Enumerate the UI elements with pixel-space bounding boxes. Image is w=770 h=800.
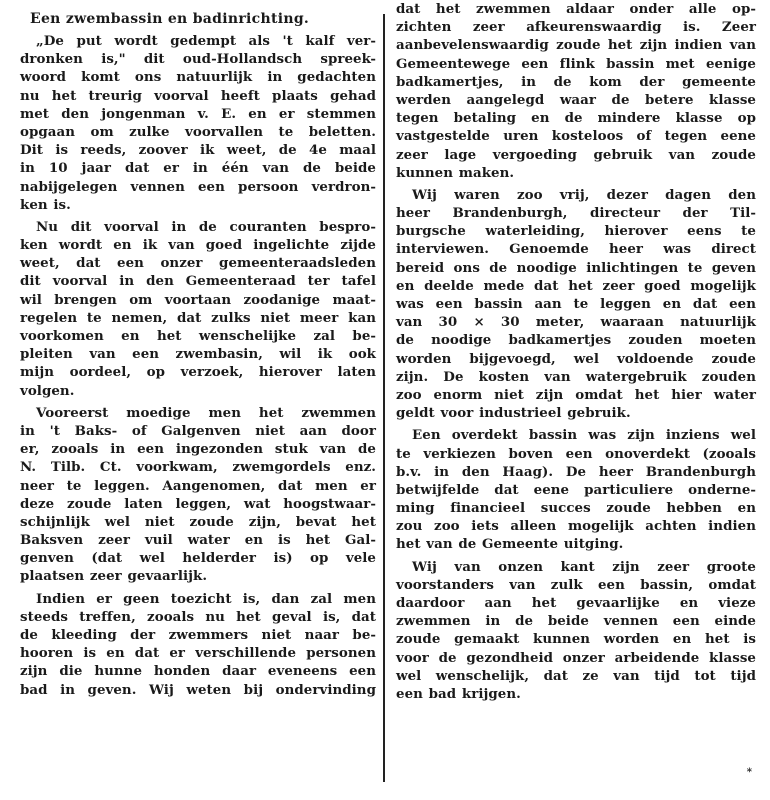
text-line: burgsche waterleiding, hierover eens te [396, 223, 756, 240]
text-line: met den jongenman v. E. en er stemmen [20, 105, 376, 122]
text-line: de noodige badkamertjes zouden moeten [396, 332, 756, 349]
text-line: was een bassin aan te leggen en dat een [396, 296, 756, 312]
end-mark: * [746, 767, 752, 778]
text-line: zwemmen in de beide vennen een einde [396, 613, 756, 630]
text-line: tegen betaling en de mindere klasse op [396, 110, 756, 127]
text-line: badkamertjes, in de kom der gemeente [396, 73, 756, 90]
text-line: Nu dit voorval in de couranten bespro- [36, 218, 376, 235]
text-line: pleiten van een zwembasin, wil ik ook [20, 346, 376, 363]
text-line: de kleeding der zwemmers niet naar be- [20, 627, 376, 643]
text-line: zeer lage vergoeding gebruik van zoude [396, 146, 756, 163]
right-column [388, 0, 770, 800]
text-line: ming financieel succes zoude hebben en [396, 500, 756, 517]
text-line: ken wordt en ik van goed ingelichte zijde [20, 237, 376, 254]
text-line: weet, dat een onzer gemeenteraadsleden [20, 255, 376, 272]
text-line: zichten zeer afkeurenswaardig is. Zeer [396, 19, 756, 36]
text-line: betwijfelde dat eene particuliere onderne- [396, 481, 756, 498]
text-line: deze zoude laten leggen, wat hoogstwaar- [20, 495, 376, 512]
text-line: schijnlijk wel niet zoude zijn, bevat het [20, 513, 376, 530]
text-line: er, zooals in een ingezonden stuk van de [20, 441, 376, 458]
text-line: zoude gemaakt kunnen worden en het is [396, 631, 756, 648]
text-line: woord komt ons natuurlijk in gedachten [20, 69, 376, 86]
text-line: zoo enorm niet zijn omdat het hier water [396, 386, 756, 403]
text-line: en deelde mede dat het zeer goed mogelijk [396, 277, 756, 294]
left-column [0, 0, 382, 800]
text-line: bereid ons de noodige inlichtingen te geven [396, 259, 756, 276]
text-line: heer Brandenburgh, directeur der Til- [396, 205, 756, 222]
text-line: volgen. [20, 382, 75, 399]
text-line: Wij waren zoo vrij, dezer dagen den [412, 186, 756, 203]
text-line: een bad krijgen. [396, 685, 521, 702]
text-line: in 10 jaar dat er in één van de beide [20, 160, 376, 177]
text-line: genven (dat wel helderder is) op vele [20, 550, 376, 567]
text-line: vastgestelde uren kosteloos of tegen eene [396, 128, 756, 145]
text-line: Dit is reeds, zoover ik weet, de 4e maal [20, 142, 376, 159]
text-line: zijn. De kosten van watergebruik zouden [396, 368, 756, 385]
text-line: van 30 × 30 meter, waaraan natuurlijk [396, 314, 756, 331]
text-line: „De put wordt gedempt als 't kalf ver- [36, 33, 376, 49]
text-line: kunnen maken. [396, 164, 515, 181]
text-line: worden bijgevoegd, wel voldoende zoude [396, 350, 756, 367]
text-line: bad in geven. Wij weten bij ondervinding [20, 681, 376, 698]
text-line: Gemeentewege een flink bassin met eenige [396, 55, 756, 72]
text-line: wel wenschelijk, dat ze van tijd tot tijd [396, 667, 756, 684]
text-line: dat het zwemmen aldaar onder alle op- [396, 1, 756, 17]
text-line: dit voorval in den Gemeenteraad ter tafel [20, 273, 376, 290]
text-line: het van de Gemeente uitging. [396, 536, 624, 553]
text-line: hooren is en dat er verschillende personen [20, 645, 376, 662]
text-line: voorkomen en het wenschelijke zal be- [20, 328, 376, 344]
text-line: neer te leggen. Aangenomen, dat men er [20, 477, 376, 494]
text-line: ken is. [20, 196, 71, 213]
left-column-text [20, 32, 376, 699]
text-line: werden aangelegd waar de betere klasse [396, 91, 756, 108]
text-line: geldt voor industrieel gebruik. [396, 405, 631, 422]
text-line: daardoor aan het gevaarlijke en vieze [396, 595, 756, 611]
text-line: voorstanders van zulk een bassin, omdat [396, 576, 756, 593]
text-line: opgaan om zulke voorvallen te beletten. [20, 123, 376, 140]
text-line: Wij van onzen kant zijn zeer groote [412, 558, 756, 575]
text-line: plaatsen zeer gevaarlijk. [20, 568, 208, 585]
right-column-text [396, 0, 756, 703]
text-line: voor de gezondheid onzer arbeidende klasse [396, 649, 756, 666]
text-line: zou zoo iets alleen mogelijk achten indien [396, 518, 756, 535]
text-line: te verkiezen boven een onoverdekt (zooals [396, 445, 756, 462]
text-line: mijn oordeel, op verzoek, hierover laten [20, 364, 376, 381]
text-line: Een overdekt bassin was zijn inziens wel [412, 427, 756, 444]
text-line: nabijgelegen vennen een persoon verdron- [20, 178, 376, 195]
text-line: nu het treurig voorval heeft plaats gehad [20, 87, 376, 104]
text-line: Vooreerst moedige men het zwemmen [36, 404, 376, 421]
text-line: steeds treffen, zooals nu het geval is, dat [20, 608, 376, 625]
text-line: Indien er geen toezicht is, dan zal men [36, 590, 376, 607]
text-line: aanbevelenswaardig zoude het zijn indien van [396, 37, 756, 54]
text-line: in 't Baks- of Galgenven niet aan door [20, 422, 376, 439]
text-line: dronken is," dit oud-Hollandsch spreek- [20, 51, 376, 68]
text-line: zijn die hunne honden daar eveneens een [20, 663, 376, 680]
column-divider [383, 14, 385, 782]
text-line: b.v. in den Haag). De heer Brandenburgh [396, 463, 756, 480]
article-title: Een zwembassin en badinrichting. [30, 11, 310, 27]
text-line: interviewen. Genoemde heer was direct [396, 241, 756, 258]
text-line: Baksven zeer vuil water en is het Gal- [20, 532, 376, 549]
text-line: wil brengen om voortaan zoodanige maat- [20, 291, 376, 308]
text-line: N. Tilb. Ct. voorkwam, zwemgordels enz. [20, 459, 376, 476]
text-line: regelen te nemen, dat zulks niet meer kan [20, 309, 376, 326]
